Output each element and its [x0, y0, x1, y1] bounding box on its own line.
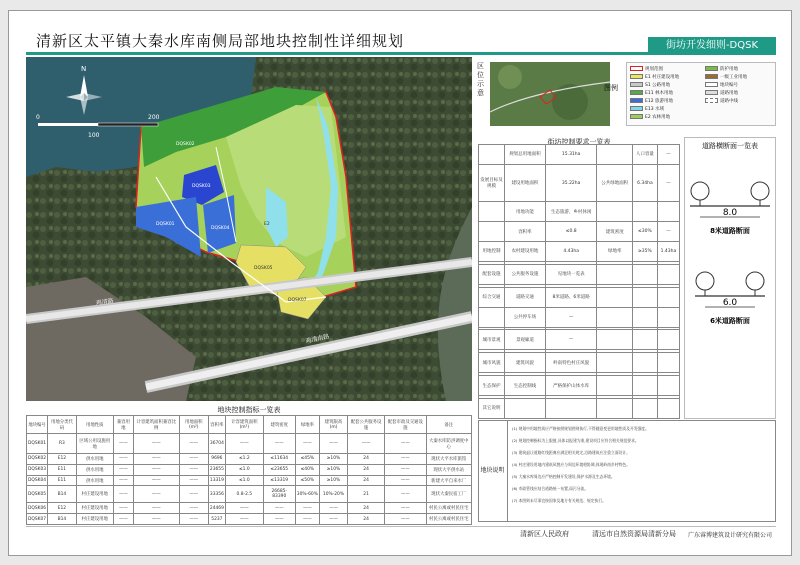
legend-item: E12 旅游用地 — [630, 98, 673, 104]
block-cell: —— — [225, 503, 263, 514]
notes-panel — [478, 420, 776, 522]
block-cell: —— — [133, 464, 179, 475]
block-cell: DQSK07 — [27, 514, 48, 525]
block-header-cell: 建筑限高(m) — [319, 416, 347, 434]
block-header-cell: 计容建筑面积(m²) — [225, 416, 263, 434]
block-cell: 区域公用设施用地 — [76, 434, 113, 454]
block-cell: R3 — [48, 434, 77, 454]
control-cell — [657, 307, 679, 327]
control-table — [478, 144, 680, 419]
block-cell: —— — [113, 454, 133, 465]
scale-tick-100: 100 — [88, 132, 100, 139]
block-table — [26, 415, 472, 525]
block-cell: 村庄建设用地 — [76, 503, 113, 514]
control-cell: 6.34ha — [632, 164, 657, 201]
control-cell: ≤30% — [632, 222, 657, 242]
block-cell: 村庄建设用地 — [76, 486, 113, 503]
control-cell — [632, 353, 657, 373]
block-cell: —— — [179, 454, 208, 465]
block-cell: 21 — [348, 486, 385, 503]
block-cell: —— — [385, 475, 426, 486]
block-header-cell: 配套市政及交通设施 — [385, 416, 426, 434]
footer-gov: 清新区人民政府 — [520, 530, 569, 538]
control-cell: 其它说明 — [479, 398, 505, 418]
control-cell: 城市风貌 — [479, 353, 505, 373]
control-cell: 8米道路、6米道路 — [545, 287, 597, 307]
footer-designer: 广东睿博建筑设计研究有限公司 — [688, 532, 773, 539]
block-cell: —— — [319, 503, 347, 514]
control-cell — [545, 398, 597, 418]
block-cell: —— — [179, 464, 208, 475]
block-cell: DQSK04 — [27, 475, 48, 486]
control-cell — [632, 264, 657, 284]
block-header-cell: 地块编号 — [27, 416, 48, 434]
control-cell: 用地控制 — [479, 242, 505, 262]
control-cell: 35.22ha — [545, 164, 597, 201]
block-cell: ≤45% — [295, 454, 319, 465]
block-cell: —— — [133, 475, 179, 486]
block-cell: —— — [225, 514, 263, 525]
control-cell: 公共绿地面积 — [597, 164, 633, 201]
block-cell: 24469 — [208, 503, 225, 514]
block-cell: —— — [385, 486, 426, 503]
block-cell: ≤11634 — [263, 454, 295, 465]
block-header-cell: 建筑密度 — [263, 416, 295, 434]
control-row — [479, 287, 680, 307]
block-cell: —— — [113, 434, 133, 454]
label-parcel-4: DQSK04 — [211, 226, 230, 231]
control-cell — [597, 145, 633, 165]
block-cell: 供水用地 — [76, 464, 113, 475]
block-cell: E11 — [48, 464, 77, 475]
legend-item: E1 村庄建设用地 — [630, 74, 679, 80]
legend-item: 一级工业用地 — [705, 74, 747, 80]
table-row — [27, 454, 472, 465]
legend-item: 道路中线 — [705, 98, 738, 104]
road-label-1: 鸡清路 — [95, 297, 115, 307]
control-cell: — — [545, 307, 597, 327]
table-row — [27, 486, 472, 503]
label-parcel-2: DQSK03 — [192, 184, 211, 189]
block-cell: —— — [113, 503, 133, 514]
legend-item: 地块编号 — [705, 82, 738, 88]
control-cell — [597, 202, 633, 222]
block-cell: —— — [319, 434, 347, 454]
block-cell: 24 — [348, 475, 385, 486]
note-line: (1) 规划中用地性质应严格按照规划图则执行,不得随意变更用地性质及开发强度。 — [512, 426, 649, 431]
sheet-tag: 街坊开发细则-DQSK — [648, 37, 776, 55]
block-header-cell: 用地分类代码 — [48, 416, 77, 434]
block-cell: —— — [319, 514, 347, 525]
block-cell: DQSK06 — [27, 503, 48, 514]
block-cell: 村民公寓或村民住宅 — [426, 514, 472, 525]
control-cell: 公共停车场 — [505, 307, 546, 327]
label-parcel-1: DQSK02 — [176, 142, 195, 147]
block-cell: ≥10% — [319, 464, 347, 475]
block-cell: —— — [295, 503, 319, 514]
label-parcel-3: DQSK01 — [156, 222, 175, 227]
block-header-cell: 备注 — [426, 416, 472, 434]
control-cell: 配套设施 — [479, 264, 505, 284]
control-cell: 城市景观 — [479, 330, 505, 350]
control-cell: 建筑风貌 — [505, 353, 546, 373]
legend-label: 图例 — [604, 84, 618, 92]
control-cell: 发展目标及规模 — [479, 164, 505, 201]
block-cell: —— — [385, 454, 426, 465]
block-cell: —— — [179, 486, 208, 503]
location-map[interactable] — [490, 62, 610, 126]
legend-item: E2 农林用地 — [630, 114, 670, 120]
control-row — [479, 222, 680, 242]
block-cell: 9696 — [208, 454, 225, 465]
block-cell: E12 — [48, 503, 77, 514]
control-cell: 用地功能 — [505, 202, 546, 222]
block-cell: 大秦水库防洪调度中心 — [426, 434, 472, 454]
control-cell — [657, 398, 679, 418]
block-cell: 30%-60% — [295, 486, 319, 503]
block-cell: 供水用地 — [76, 454, 113, 465]
block-cell: —— — [295, 514, 319, 525]
block-cell: DQSK05 — [27, 486, 48, 503]
label-parcel-5: DQSK05 — [254, 266, 273, 271]
control-row — [479, 242, 680, 262]
block-cell: —— — [133, 503, 179, 514]
block-cell: ≤50% — [295, 475, 319, 486]
control-cell: 生态保护 — [479, 376, 505, 396]
block-cell: 24 — [348, 514, 385, 525]
block-cell: B14 — [48, 514, 77, 525]
map-svg — [26, 57, 472, 401]
block-cell: ≤1.2 — [225, 454, 263, 465]
control-cell — [479, 145, 505, 165]
block-cell: E11 — [48, 475, 77, 486]
block-cell: DQSK03 — [27, 464, 48, 475]
block-header-cell: 配套公共服务设施 — [348, 416, 385, 434]
plan-title: 清新区太平镇大秦水库南侧局部地块控制性详细规划 — [36, 32, 405, 50]
control-row — [479, 202, 680, 222]
road-section-title: 道路横断面一览表 — [702, 142, 758, 150]
control-cell: 建筑密度 — [597, 222, 633, 242]
block-header-cell: 用地性质 — [76, 416, 113, 434]
note-line: (7) 本图则未尽事宜按国家及地方有关规范、规定执行。 — [512, 498, 606, 503]
control-row — [479, 264, 680, 284]
block-cell: 24 — [348, 464, 385, 475]
block-cell: —— — [133, 434, 179, 454]
block-cell: —— — [133, 514, 179, 525]
control-cell — [632, 330, 657, 350]
control-cell — [479, 222, 505, 242]
control-cell — [657, 353, 679, 373]
block-cell: —— — [133, 454, 179, 465]
note-line: (2) 规划控制指标为上限值,具体以报建为准,建设项目应符合相关规范要求。 — [512, 438, 639, 443]
block-cell: —— — [385, 434, 426, 454]
notes-label: 地块说明 — [478, 420, 508, 522]
control-cell — [597, 398, 633, 418]
block-cell: —— — [133, 486, 179, 503]
control-cell: 1.43ha — [657, 242, 679, 262]
control-cell: 见地块一览表 — [545, 264, 597, 284]
control-cell — [479, 307, 505, 327]
legend-item: E13 水域 — [630, 106, 664, 112]
control-cell — [597, 287, 633, 307]
control-cell: 景观廊道 — [505, 330, 546, 350]
control-row — [479, 376, 680, 396]
control-cell — [597, 264, 633, 284]
block-cell: 24 — [348, 454, 385, 465]
control-cell: 岭南特色村庄风貌 — [545, 353, 597, 373]
control-row — [479, 307, 680, 327]
control-cell — [632, 202, 657, 222]
block-cell: —— — [179, 475, 208, 486]
block-cell: 新建大平自来水厂 — [426, 475, 472, 486]
block-cell: 23655 — [208, 464, 225, 475]
block-cell: ≤1.0 — [225, 475, 263, 486]
location-label: 区位示意 — [477, 62, 484, 97]
land-use-map[interactable] — [26, 57, 472, 401]
block-table-title: 地块控制指标一览表 — [217, 406, 281, 414]
control-cell: 4.43ha — [545, 242, 597, 262]
block-header-cell: 容积率 — [208, 416, 225, 434]
block-cell: ≤40% — [295, 464, 319, 475]
block-cell: —— — [385, 514, 426, 525]
control-row — [479, 353, 680, 373]
block-header-cell: 兼容用地 — [113, 416, 133, 434]
control-row — [479, 145, 680, 165]
scale-tick-200: 200 — [148, 114, 160, 121]
control-cell: 规划总用地面积 — [505, 145, 546, 165]
control-cell: 生态控制线 — [505, 376, 546, 396]
block-header-cell: 绿地率 — [295, 416, 319, 434]
block-cell: —— — [263, 434, 295, 454]
road-width-8: 8.0 — [722, 208, 738, 218]
scale-bar — [38, 123, 158, 126]
control-cell — [632, 376, 657, 396]
block-cell: —— — [113, 464, 133, 475]
table-row — [27, 503, 472, 514]
scale-tick-0: 0 — [36, 114, 40, 121]
block-cell: —— — [263, 503, 295, 514]
label-parcel-7: DQSK07 — [288, 298, 307, 303]
block-cell: 5237 — [208, 514, 225, 525]
table-row — [27, 464, 472, 475]
control-cell: ≥35% — [632, 242, 657, 262]
legend-item: E11 林木用地 — [630, 90, 673, 96]
block-cell: 36704 — [208, 434, 225, 454]
control-cell: 绿地率 — [597, 242, 633, 262]
block-cell: —— — [263, 514, 295, 525]
north-letter: N — [81, 65, 87, 73]
block-cell: 13319 — [208, 475, 225, 486]
control-cell — [657, 287, 679, 307]
road-label-2: 鸡清南路 — [304, 333, 330, 345]
block-cell: 0.8-2.5 — [225, 486, 263, 503]
legend-item: 道路用地 — [705, 90, 738, 96]
control-cell — [632, 398, 657, 418]
control-cell: 农村建设用地 — [505, 242, 546, 262]
block-cell: —— — [385, 503, 426, 514]
control-cell: 公共服务设施 — [505, 264, 546, 284]
control-cell: 道路交通 — [505, 287, 546, 307]
block-cell: ≤1.0 — [225, 464, 263, 475]
block-cell: —— — [113, 514, 133, 525]
control-table-title: 街坊控制要求一览表 — [547, 138, 611, 146]
table-row — [27, 514, 472, 525]
label-parcel-e2: E2 — [264, 222, 270, 227]
block-header-cell: 计容建筑面积兼容比例 — [133, 416, 179, 434]
control-cell — [479, 202, 505, 222]
block-cell: —— — [179, 434, 208, 454]
block-cell: B14 — [48, 486, 77, 503]
block-cell: 现状大平供水站 — [426, 464, 472, 475]
block-cell: —— — [179, 514, 208, 525]
control-cell — [657, 202, 679, 222]
control-cell: — — [657, 222, 679, 242]
road-width-6: 6.0 — [722, 298, 738, 308]
control-row — [479, 164, 680, 201]
block-cell: —— — [295, 434, 319, 454]
block-cell: 村民公寓或村民住宅 — [426, 503, 472, 514]
block-cell: ≥10% — [319, 454, 347, 465]
block-cell: —— — [113, 475, 133, 486]
road-section-panel — [684, 137, 776, 419]
road-label-6: 6米道路断面 — [710, 317, 750, 325]
block-cell: 现状大平水库旅馆 — [426, 454, 472, 465]
note-line: (5) 大秦水库周边应严格控制开发建设,保护水源及生态环境。 — [512, 474, 615, 479]
control-cell: — — [545, 330, 597, 350]
control-cell: 严格保护山体水库 — [545, 376, 597, 396]
legend-item: 防护用地 — [705, 66, 738, 72]
control-cell — [657, 264, 679, 284]
block-header-row — [27, 416, 472, 434]
table-row — [27, 434, 472, 454]
footer-bureau: 清远市自然资源局清新分局 — [592, 530, 676, 538]
table-row — [27, 475, 472, 486]
note-line: (6) 市政管线应结合道路统一布置,雨污分流。 — [512, 486, 589, 491]
block-cell: —— — [113, 486, 133, 503]
road-section-drawings — [685, 151, 775, 401]
block-cell: —— — [179, 503, 208, 514]
block-cell: 村庄建设用地 — [76, 514, 113, 525]
block-cell: ≥10% — [319, 475, 347, 486]
control-cell — [657, 330, 679, 350]
control-cell — [597, 330, 633, 350]
block-cell: DQSK01 — [27, 434, 48, 454]
road-label-8: 8米道路断面 — [710, 227, 750, 235]
note-line: (4) 村庄建设用地内建筑风貌应与周边环境相协调,体现岭南乡村特色。 — [512, 462, 630, 467]
block-cell: ≤23655 — [263, 464, 295, 475]
block-cell: ≤13319 — [263, 475, 295, 486]
control-cell — [632, 287, 657, 307]
control-cell — [597, 376, 633, 396]
block-cell: —— — [385, 464, 426, 475]
block-cell: 10%-20% — [319, 486, 347, 503]
block-cell: —— — [225, 434, 263, 454]
control-row — [479, 398, 680, 418]
control-cell: 综合交通 — [479, 287, 505, 307]
control-cell: 容积率 — [505, 222, 546, 242]
control-cell: 15.31ha — [545, 145, 597, 165]
control-cell — [597, 307, 633, 327]
control-cell: 生态旅游、乡村休闲 — [545, 202, 597, 222]
control-row — [479, 330, 680, 350]
control-cell: ≤0.8 — [545, 222, 597, 242]
block-cell: E12 — [48, 454, 77, 465]
legend-item: S1 公路用地 — [630, 82, 670, 88]
legend-panel — [626, 62, 776, 126]
block-cell: 33356 — [208, 486, 225, 503]
control-cell — [657, 376, 679, 396]
block-cell: 现状大秦民宿工厂 — [426, 486, 472, 503]
block-cell: 26685-83390 — [263, 486, 295, 503]
control-cell: 人口容量 — [632, 145, 657, 165]
control-cell: — — [657, 145, 679, 165]
control-cell: 建设用地面积 — [505, 164, 546, 201]
block-cell: 供水用地 — [76, 475, 113, 486]
block-header-cell: 用地面积(m²) — [179, 416, 208, 434]
control-cell — [632, 307, 657, 327]
block-cell: —— — [348, 434, 385, 454]
block-cell: DQSK02 — [27, 454, 48, 465]
control-cell — [597, 353, 633, 373]
control-cell: — — [657, 164, 679, 201]
block-cell: 24 — [348, 503, 385, 514]
note-line: (3) 建筑退让道路红线距离应满足相关规定,沿路建筑应注重立面设计。 — [512, 450, 630, 455]
legend-item: 规划范围 — [630, 66, 663, 72]
control-cell — [505, 398, 546, 418]
